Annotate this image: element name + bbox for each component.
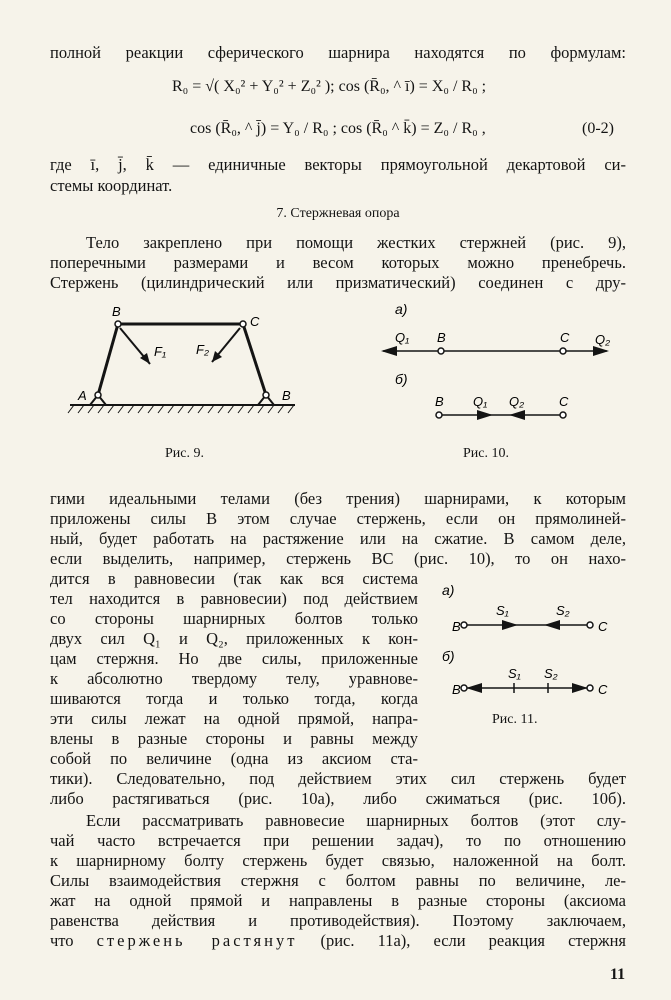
fig10-b-q1: Q₁ (473, 394, 488, 409)
para3-line-5: жат на одной прямой и направлены в разные стороны (аксиома (50, 891, 626, 910)
para2-end-line-2: тики). Следовательно, под действием этих сил стержень будет (50, 769, 626, 788)
fig10-a-q2: Q₂ (595, 332, 611, 347)
para2-line-3: ный, будет работать на растяжение или на сжатие. В самом деле, (50, 529, 626, 548)
fig10-a-b: B (437, 330, 446, 345)
para2-half-line-5: цам стержня. Но две силы, приложенные (50, 649, 418, 668)
where-line-2: стемы координат. (50, 176, 173, 195)
fig10-b-b: B (435, 394, 444, 409)
fig9-label-b: B (112, 304, 121, 319)
para3-line-2: чай часто встречается при решении задач), то по отношению (50, 831, 626, 850)
fig9-label-c: C (250, 314, 260, 329)
para1-line-2: поперечными размерами и весом которых можно пренебречь. (50, 253, 626, 272)
fig11-b-label: б) (442, 648, 455, 664)
fig9-label-b2: B (282, 388, 291, 403)
fig10-a-label: а) (395, 301, 408, 317)
para3-line-4: Силы взаимодействия стержня с болтом равны по величине, ле- (50, 871, 626, 890)
para2-half-line-4: двух сил Q₁ и Q₂, приложенных к кон- (50, 629, 418, 648)
fig11-b-c: C (598, 682, 608, 697)
para3-line-6: равенства действия и противодействия). Поэтому заключаем, (50, 911, 626, 930)
fig10-caption: Рис. 10. (463, 446, 509, 461)
figure-10 (375, 298, 625, 428)
fig9-label-a: A (78, 388, 87, 403)
para3-last-emphasis: стержень растянут (96, 931, 298, 950)
fig9-caption: Рис. 9. (165, 446, 204, 461)
para2-half-line-7: шиваются тогда и только тогда, когда (50, 689, 418, 708)
fig11-a-s2: S₂ (556, 603, 570, 618)
fig11-b-s2: S₂ (544, 666, 558, 681)
para2-half-line-3: со стороны шарнирных болтов только (50, 609, 418, 628)
para3-line-7 (50, 930, 626, 951)
fig10-b-q2: Q₂ (509, 394, 525, 409)
fig11-a-b: B (452, 619, 461, 634)
fig11-b-b: B (452, 682, 461, 697)
fig9-label-f2: F₂ (196, 342, 209, 357)
para3-last-before: что (50, 931, 97, 950)
para2-half-line-6: к абсолютно твердому телу, уравнове- (50, 669, 418, 688)
para2-line-4: если выделить, например, стержень BC (рис. 10), то он нахо- (50, 549, 626, 568)
figure-11 (440, 575, 620, 705)
fig10-b-c: C (559, 394, 569, 409)
fig11-a-label: а) (442, 582, 455, 598)
para2-half-line-2: тел находится в равновесии) под действием (50, 589, 418, 608)
para1-line-1: Тело закреплено при помощи жестких стержней (рис. 9), (86, 233, 626, 252)
para2-half-line-10: собой по величине (одна из аксиом ста- (50, 749, 418, 768)
para3-last-after: (рис. 11а), если реакция стержня (297, 931, 626, 950)
fig11-b-s1: S₁ (508, 666, 521, 681)
para2-half-line-9: влены в разные стороны и равны между (50, 729, 418, 748)
fig11-caption: Рис. 11. (492, 712, 538, 727)
formula-row-2: cos (R̄₀, ^ j̄) = Y₀ / R₀ ; cos (R̄₀ ^ k̄) = Z₀ / R₀ , (190, 120, 486, 137)
fig10-b-label: б) (395, 371, 408, 387)
fig11-a-c: C (598, 619, 608, 634)
where-line-1: где ī, j̄, k̄ — единичные векторы прямоугольной декартовой си- (50, 155, 626, 174)
fig9-label-f1: F₁ (154, 344, 167, 359)
fig10-a-c: C (560, 330, 570, 345)
para2-half-line-8: эти силы лежат на одной прямой, напра- (50, 709, 418, 728)
page-number: 11 (610, 966, 626, 983)
para2-half-line-1: дится в равновесии (так как вся система (50, 569, 418, 588)
formula-row-1: R₀ = √( X₀² + Y₀² + Z₀² ); cos (R̄₀, ^ ī) = X₀ / R₀ ; (172, 78, 487, 95)
equation-number: (0-2) (582, 120, 614, 137)
figure-9 (60, 300, 310, 430)
intro-line: полной реакции сферического шарнира находятся по формулам: (50, 43, 626, 62)
para3-line-1: Если рассматривать равновесие шарнирных болтов (этот слу- (86, 811, 626, 830)
para2-line-1: гими идеальными телами (без трения) шарнирами, к которым (50, 489, 626, 508)
para2-line-2: приложены силы В этом случае стержень, если он прямолиней- (50, 509, 626, 528)
para3-line-3: к шарнирному болту стержень будет связью, наложенной на болт. (50, 851, 626, 870)
fig10-a-q1: Q₁ (395, 330, 410, 345)
fig11-a-s1: S₁ (496, 603, 509, 618)
para1-line-3: Стержень (цилиндрический или призматический) соединен с дру- (50, 273, 626, 292)
section-heading: 7. Стержневая опора (276, 206, 400, 221)
para2-end-line-3: либо растягиваться (рис. 10а), либо сжиматься (рис. 10б). (50, 789, 626, 808)
